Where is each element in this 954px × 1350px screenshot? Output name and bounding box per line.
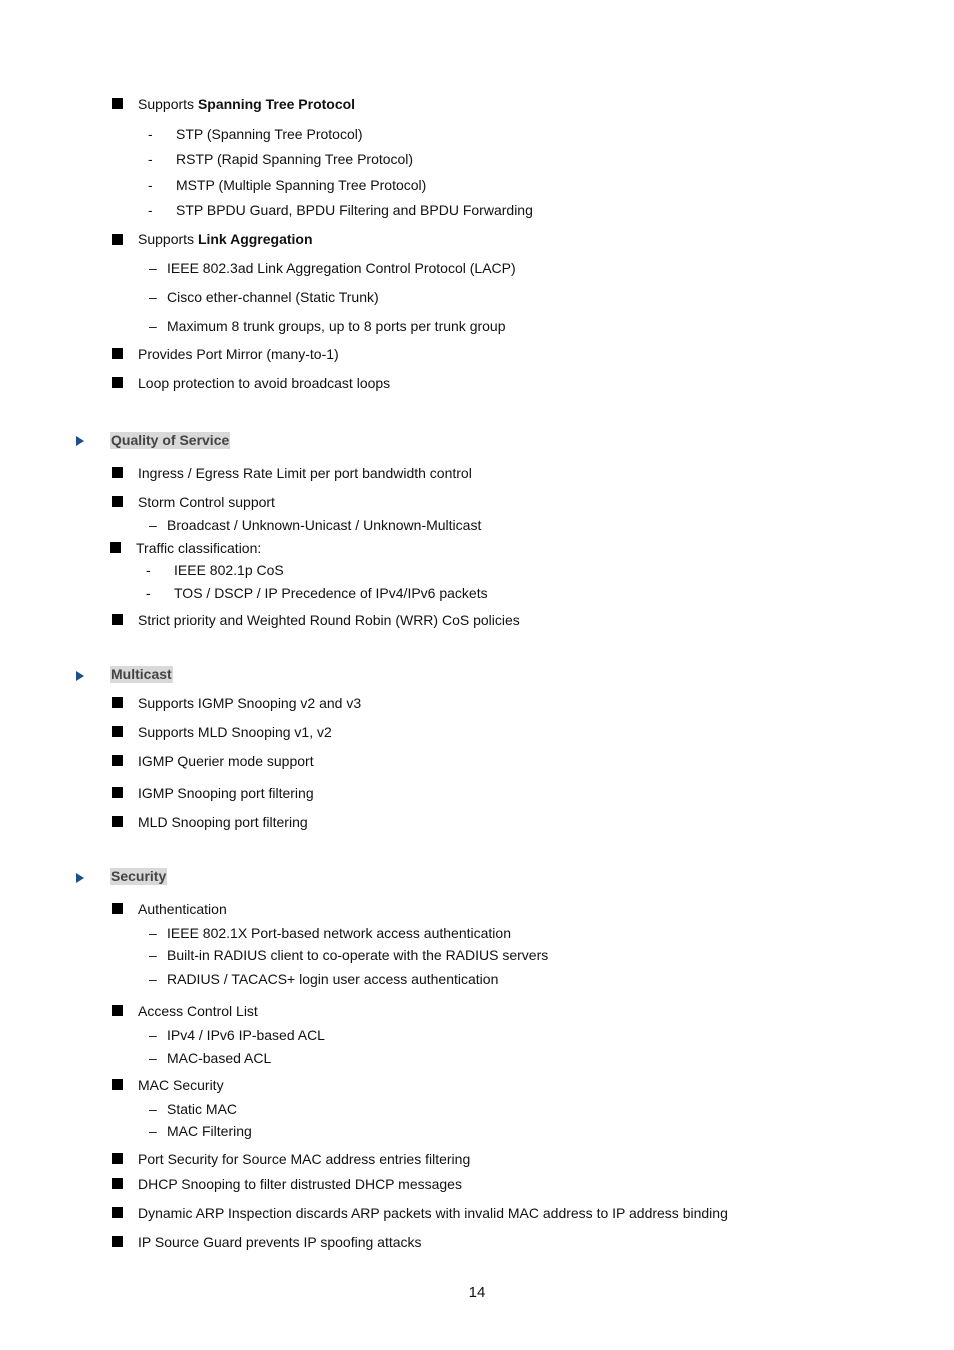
stp-item: STP BPDU Guard, BPDU Filtering and BPDU Forwarding (176, 202, 533, 218)
dash-bullet: – (149, 947, 157, 963)
dash-bullet: - (148, 202, 153, 218)
bullet-icon (112, 98, 123, 109)
mac-item: Static MAC (167, 1101, 238, 1117)
lag-item: Cisco ether-channel (Static Trunk) (167, 289, 379, 305)
bullet-lag: Supports Link Aggregation (138, 231, 313, 247)
dash-bullet: – (149, 1050, 157, 1066)
dash-bullet: - (146, 562, 151, 578)
dash-bullet: – (149, 1101, 157, 1117)
bullet-icon (112, 614, 123, 625)
page-number: 14 (468, 1284, 486, 1301)
bullet-traffic-classification: Traffic classification: (136, 540, 262, 556)
bullet-icon (112, 1079, 123, 1090)
multicast-item: Supports IGMP Snooping v2 and v3 (138, 695, 362, 711)
dash-bullet: - (148, 126, 153, 142)
security-item: Dynamic ARP Inspection discards ARP packets with invalid MAC address to IP address binding (138, 1205, 728, 1221)
bullet-icon (112, 1178, 123, 1189)
bullet-storm-control: Storm Control support (138, 494, 275, 510)
bullet-icon (110, 542, 121, 553)
stp-item: RSTP (Rapid Spanning Tree Protocol) (176, 151, 414, 167)
mac-item: MAC Filtering (167, 1123, 252, 1139)
bullet-mac-security: MAC Security (138, 1077, 224, 1093)
acl-item: IPv4 / IPv6 IP-based ACL (167, 1027, 325, 1043)
stp-item: STP (Spanning Tree Protocol) (176, 126, 363, 142)
section-heading-qos: Quality of Service (111, 432, 230, 448)
bullet-wrr: Strict priority and Weighted Round Robin (WRR) CoS policies (138, 612, 520, 628)
bullet-icon (112, 787, 123, 798)
bullet-icon (112, 726, 123, 737)
traffic-item: IEEE 802.1p CoS (174, 562, 284, 578)
storm-item: Broadcast / Unknown-Unicast / Unknown-Multicast (167, 517, 482, 533)
multicast-item: IGMP Querier mode support (138, 753, 314, 769)
security-item: DHCP Snooping to filter distrusted DHCP messages (138, 1176, 462, 1192)
bullet-icon (112, 467, 123, 478)
dash-bullet: – (149, 1123, 157, 1139)
dash-bullet: – (149, 318, 157, 334)
multicast-item: MLD Snooping port filtering (138, 814, 308, 830)
dash-bullet: - (146, 585, 151, 601)
triangle-right-icon (76, 873, 84, 883)
bullet-icon (112, 377, 123, 388)
multicast-item: Supports MLD Snooping v1, v2 (138, 724, 332, 740)
security-item: Port Security for Source MAC address entries filtering (138, 1151, 471, 1167)
bullet-icon (112, 1207, 123, 1218)
bullet-icon (112, 755, 123, 766)
bullet-loop-protection: Loop protection to avoid broadcast loops (138, 375, 391, 391)
lag-item: Maximum 8 trunk groups, up to 8 ports per trunk group (167, 318, 506, 334)
bullet-authentication: Authentication (138, 901, 227, 917)
dash-bullet: – (149, 289, 157, 305)
bullet-icon (112, 1005, 123, 1016)
section-heading-multicast: Multicast (111, 666, 172, 682)
bullet-stp: Supports Spanning Tree Protocol (138, 96, 356, 112)
traffic-item: TOS / DSCP / IP Precedence of IPv4/IPv6 packets (174, 585, 488, 601)
bullet-icon (112, 496, 123, 507)
dash-bullet: – (149, 1027, 157, 1043)
multicast-item: IGMP Snooping port filtering (138, 785, 314, 801)
bullet-icon (112, 1153, 123, 1164)
dash-bullet: - (148, 177, 153, 193)
dash-bullet: – (149, 925, 157, 941)
security-item: IP Source Guard prevents IP spoofing attacks (138, 1234, 422, 1250)
auth-item: IEEE 802.1X Port-based network access authentication (167, 925, 511, 941)
triangle-right-icon (76, 671, 84, 681)
bullet-port-mirror: Provides Port Mirror (many-to-1) (138, 346, 339, 362)
bullet-acl: Access Control List (138, 1003, 258, 1019)
stp-item: MSTP (Multiple Spanning Tree Protocol) (176, 177, 427, 193)
dash-bullet: - (148, 151, 153, 167)
acl-item: MAC-based ACL (167, 1050, 272, 1066)
dash-bullet: – (149, 517, 157, 533)
bullet-icon (112, 697, 123, 708)
bullet-rate-limit: Ingress / Egress Rate Limit per port bandwidth control (138, 465, 472, 481)
bullet-icon (112, 1236, 123, 1247)
lag-item: IEEE 802.3ad Link Aggregation Control Protocol (LACP) (167, 260, 516, 276)
bullet-icon (112, 816, 123, 827)
auth-item: Built-in RADIUS client to co-operate with the RADIUS servers (167, 947, 549, 963)
bullet-icon (112, 348, 123, 359)
section-heading-security: Security (111, 868, 167, 884)
bullet-icon (112, 234, 123, 245)
triangle-right-icon (76, 436, 84, 446)
bullet-icon (112, 903, 123, 914)
dash-bullet: – (149, 260, 157, 276)
auth-item: RADIUS / TACACS+ login user access authentication (167, 971, 499, 987)
dash-bullet: – (149, 971, 157, 987)
